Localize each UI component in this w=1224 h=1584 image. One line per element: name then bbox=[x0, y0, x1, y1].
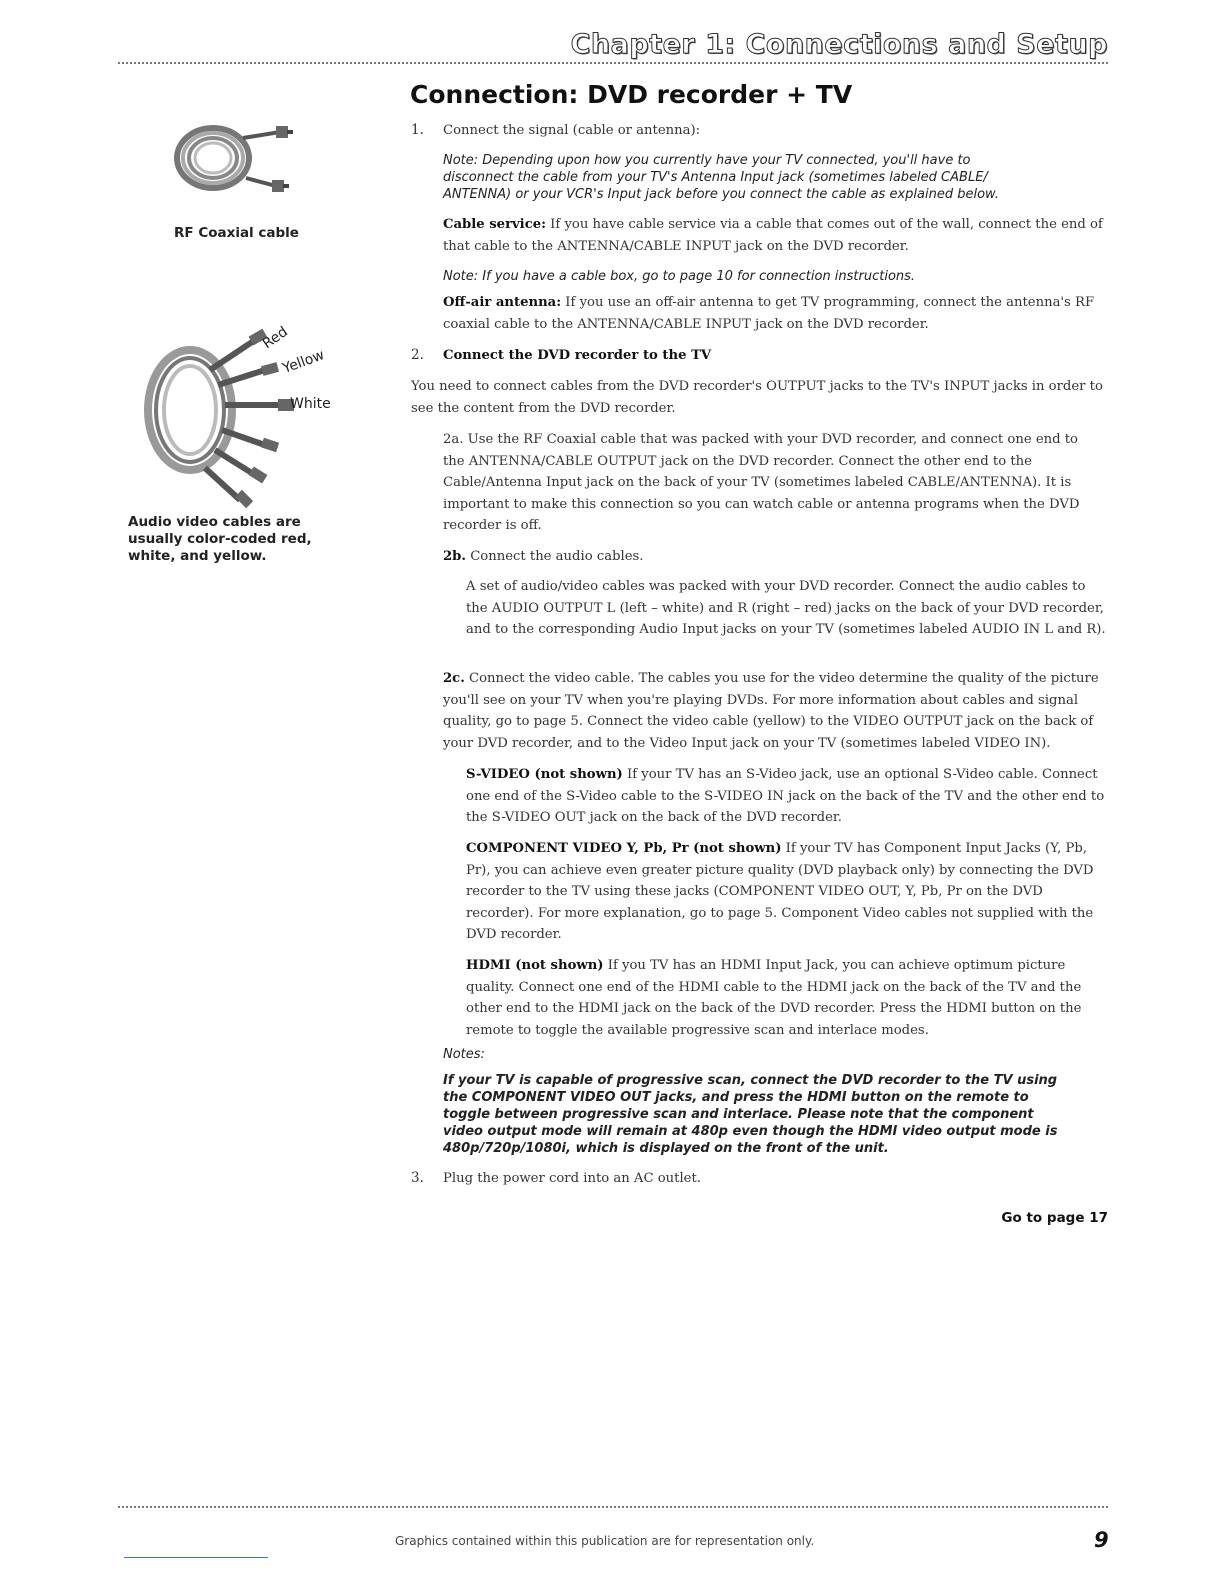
white-cable-label: White bbox=[290, 396, 331, 412]
notes-label: Notes: bbox=[443, 1047, 485, 1062]
s-video-lead: S-VIDEO (not shown) bbox=[466, 767, 623, 782]
section-title: Connection: DVD recorder + TV bbox=[410, 80, 853, 109]
step-2-heading bbox=[443, 345, 1103, 367]
cable-service-text: If you have cable service via a cable that comes out of the wall, connect the end of that cable to the ANTENNA/CABLE INPUT jack on the DVD recorder. bbox=[443, 217, 1103, 254]
step-2c-text: Connect the video cable. The cables you use for the video determine the quality of the picture you'll see on your TV when you're playing DVDs. For more information about cables and signal quality, go to page 5. Connect the video cable (yellow) to the VIDEO OUTPUT jack on the back of your DVD recorder, and to the Video Input jack on your TV (sometimes labeled VIDEO IN). bbox=[443, 671, 1099, 751]
hdmi-lead: HDMI (not shown) bbox=[466, 958, 604, 973]
av-cables-caption: Audio video cables are usually color-coded red, white, and yellow. bbox=[128, 514, 312, 564]
audio-video-cables-illustration bbox=[140, 310, 370, 510]
step-2b-detail: A set of audio/video cables was packed with your DVD recorder. Connect the audio cables to the AUDIO OUTPUT L (left – white) and R (right – red) jacks on the back of your DVD recorder, and to the corresponding Audio Input jacks on your TV (sometimes labeled AUDIO IN L and R). bbox=[466, 579, 1106, 637]
off-air-antenna-lead: Off-air antenna: bbox=[443, 295, 562, 310]
step-2-number: 2. bbox=[411, 347, 424, 363]
step-2-heading-text: Connect the DVD recorder to the TV bbox=[443, 348, 712, 363]
cable-service-paragraph bbox=[443, 214, 1103, 257]
step-2a-lead: 2a. bbox=[443, 432, 464, 447]
off-air-antenna-text: If you use an off-air antenna to get TV programming, connect the antenna's RF coaxial cable to the ANTENNA/CABLE INPUT jack on the DVD recorder. bbox=[443, 295, 1095, 332]
chapter-header bbox=[118, 30, 1108, 62]
cable-service-lead: Cable service: bbox=[443, 217, 546, 232]
step-3-number: 3. bbox=[411, 1170, 424, 1186]
step-2b-lead: 2b. bbox=[443, 549, 466, 564]
step-2c-lead: 2c. bbox=[443, 671, 465, 686]
step-2c-paragraph bbox=[443, 668, 1108, 754]
step-1-text: Connect the signal (cable or antenna): bbox=[443, 123, 701, 138]
component-video-text: If your TV has Component Input Jacks (Y, Pb, Pr), you can achieve even greater picture quality (DVD playback only) by connecting the DVD recorder to the TV using these jacks (COMPONENT VIDEO OUT, Y, Pb, Pr on the DVD recorder). For more explanation, go to page 5. Component Video cables not supplied with the DVD recorder. bbox=[466, 841, 1094, 942]
step-1-number: 1. bbox=[411, 122, 424, 138]
go-to-page-link[interactable]: Go to page 17 bbox=[1001, 1210, 1108, 1226]
step-1-note: Note: Depending upon how you currently have your TV connected, you'll have to disconnect the cable from your TV's Antenna Input jack (sometimes labeled CABLE/ ANTENNA) or your VCR's Input jack before you connect the cable as explained below. bbox=[443, 153, 999, 202]
rf-coaxial-cable-illustration bbox=[168, 116, 298, 201]
step-2a-paragraph bbox=[443, 429, 1103, 537]
s-video-paragraph bbox=[466, 764, 1106, 829]
step-3-text: Plug the power cord into an AC outlet. bbox=[443, 1171, 701, 1186]
footer-divider bbox=[118, 1506, 1108, 1508]
off-air-antenna-paragraph bbox=[443, 292, 1103, 335]
hdmi-text: If you TV has an HDMI Input Jack, you can achieve optimum picture quality. Connect one end of the HDMI cable to the HDMI jack on the back of the TV and the other end to the HDMI jack on the back of the DVD recorder. Press the HDMI button on the remote to toggle the available progressive scan and interlace modes. bbox=[466, 958, 1082, 1038]
cable-box-note: Note: If you have a cable box, go to page 10 for connection instructions. bbox=[443, 269, 916, 284]
step-2b-text: Connect the audio cables. bbox=[466, 549, 644, 564]
step-2-intro: You need to connect cables from the DVD recorder's OUTPUT jacks to the TV's INPUT jacks in order to see the content from the DVD recorder. bbox=[411, 379, 1103, 416]
header-divider bbox=[118, 62, 1108, 64]
red-cable-label: Red bbox=[259, 323, 291, 353]
bottom-accent-line bbox=[124, 1557, 268, 1558]
rf-cable-caption: RF Coaxial cable bbox=[174, 225, 299, 241]
yellow-cable-label: Yellow bbox=[280, 347, 327, 377]
step-2a-text: Use the RF Coaxial cable that was packed with your DVD recorder, and connect one end to the ANTENNA/CABLE OUTPUT jack on the DVD recorder. Connect the other end to the Cable/Antenna Input jack on the back of your TV (sometimes labeled CABLE/ANTENNA). It is important to make this connection so you can watch cable or antenna programs when the DVD recorder is off. bbox=[443, 432, 1080, 533]
component-video-lead: COMPONENT VIDEO Y, Pb, Pr (not shown) bbox=[466, 841, 782, 856]
page-number: 9 bbox=[1094, 1528, 1109, 1552]
s-video-text: If your TV has an S-Video jack, use an optional S-Video cable. Connect one end of the S-Video cable to the S-VIDEO IN jack on the back of the TV and the other end to the S-VIDEO OUT jack on the back of the DVD recorder. bbox=[466, 767, 1105, 825]
step-2b-paragraph bbox=[443, 546, 1103, 568]
chapter-title: Chapter 1: Connections and Setup bbox=[570, 29, 1108, 60]
component-video-paragraph bbox=[466, 838, 1106, 946]
hdmi-paragraph bbox=[466, 955, 1106, 1041]
notes-text: If your TV is capable of progressive scan, connect the DVD recorder to the TV using the COMPONENT VIDEO OUT jacks, and press the HDMI button on the remote to toggle between progressive scan and interlace. Please note that the component video output mode will remain at 480p even though the HDMI video output mode is 480p/720p/1080i, which is displayed on the front of the unit. bbox=[443, 1073, 1058, 1156]
footer-disclaimer: Graphics contained within this publication are for representation only. bbox=[395, 1534, 815, 1548]
